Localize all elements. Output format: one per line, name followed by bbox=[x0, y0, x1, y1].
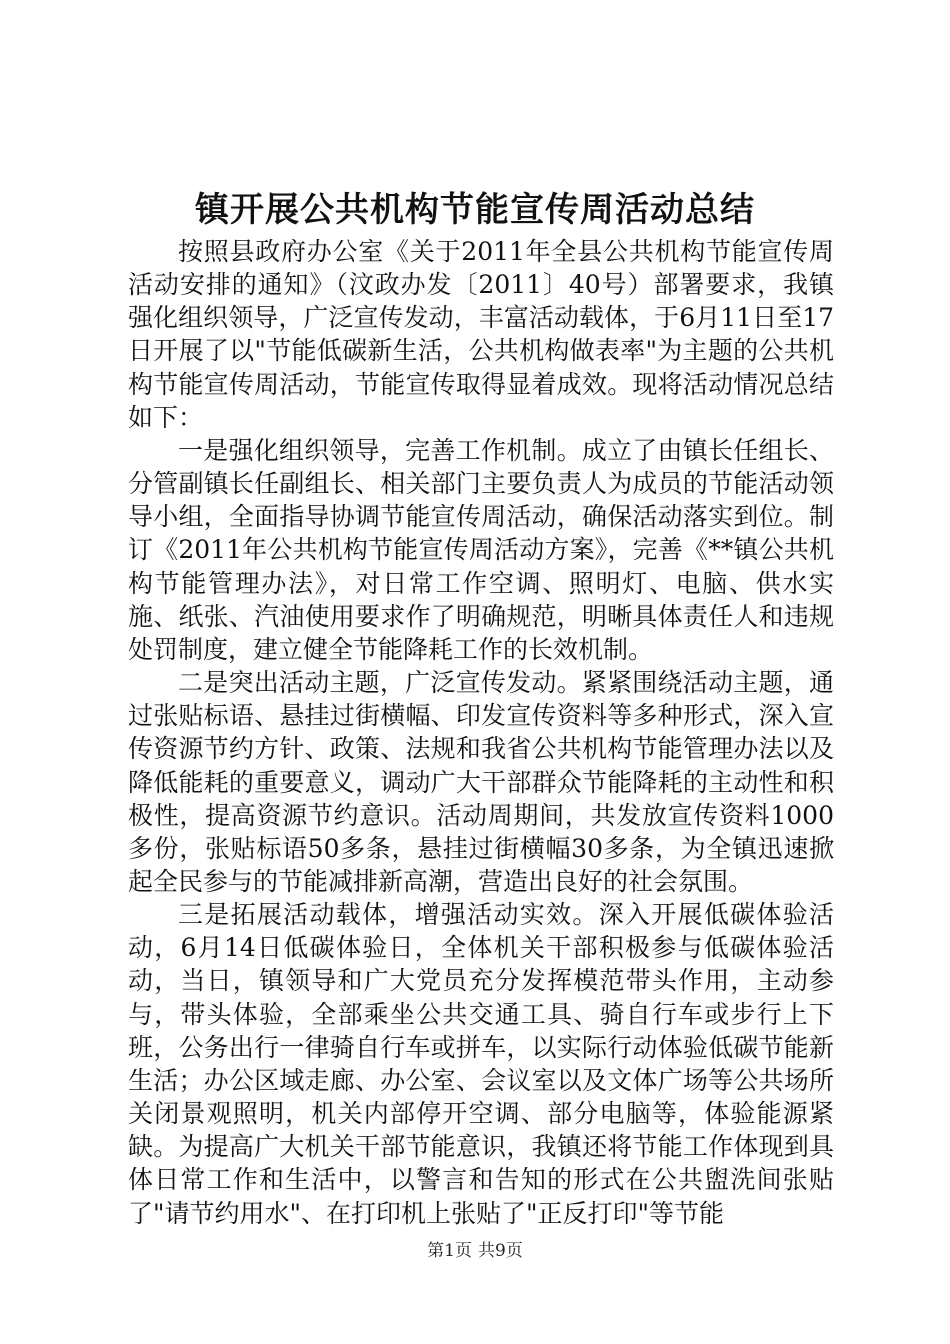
paragraph-three: 三是拓展活动载体，增强活动实效。深入开展低碳体验活动，6月14日低碳体验日，全体机关干部积极参与低碳体验活动，当日，镇领导和广大党员充分发挥模范带头作用，主动参与，带头体验，全部乘坐公共交通工具、骑自行车或步行上下班，公务出行一律骑自行车或拼车，以实际行动体验低碳节能新生活；办公区域走廊、办公室、会议室以及文体广场等公共场所关闭景观照明，机关内部停开空调、部分电脑等，体验能源紧缺。为提高广大机关干部节能意识，我镇还将节能工作体现到具体日常工作和生活中，以警言和告知的形式在公共盥洗间张贴了"请节约用水"、在打印机上张贴了"正反打印"等节能 bbox=[128, 900, 834, 1228]
paragraph-two: 二是突出活动主题，广泛宣传发动。紧紧围绕活动主题，通过张贴标语、悬挂过街横幅、印发宣传资料等多种形式，深入宣传资源节约方针、政策、法规和我省公共机构节能管理办法以及降低能耗的重要意义，调动广大干部群众节能降耗的主动性和积极性，提高资源节约意识。活动周期间，共发放宣传资料1000多份，张贴标语50多条，悬挂过街横幅30多条，为全镇迅速掀起全民参与的节能减排新高潮，营造出良好的社会氛围。 bbox=[128, 668, 834, 896]
page-footer bbox=[0, 1240, 950, 1262]
paragraph-one: 一是强化组织领导，完善工作机制。成立了由镇长任组长、分管副镇长任副组长、相关部门主要负责人为成员的节能活动领导小组，全面指导协调节能宣传周活动，确保活动落实到位。制订《2011年公共机构节能宣传周活动方案》，完善《**镇公共机构节能管理办法》，对日常工作空调、照明灯、电脑、供水实施、纸张、汽油使用要求作了明确规范，明晰具体责任人和违规处罚制度，建立健全节能降耗工作的长效机制。 bbox=[128, 435, 834, 664]
document-body bbox=[128, 235, 834, 1230]
page-number-current: 第1页 bbox=[427, 1241, 472, 1261]
paragraph-intro: 按照县政府办公室《关于2011年全县公共机构节能宣传周活动安排的通知》（汶政办发〔2011〕40号）部署要求，我镇强化组织领导，广泛宣传发动，丰富活动载体，于6月11日至17日开展了以"节能低碳新生活，公共机构做表率"为主题的公共机构节能宣传周活动，节能宣传取得显着成效。现将活动情况总结如下： bbox=[128, 237, 834, 432]
page-number-total: 共9页 bbox=[478, 1241, 523, 1261]
document-title: 镇开展公共机构节能宣传周活动总结 bbox=[195, 190, 755, 230]
